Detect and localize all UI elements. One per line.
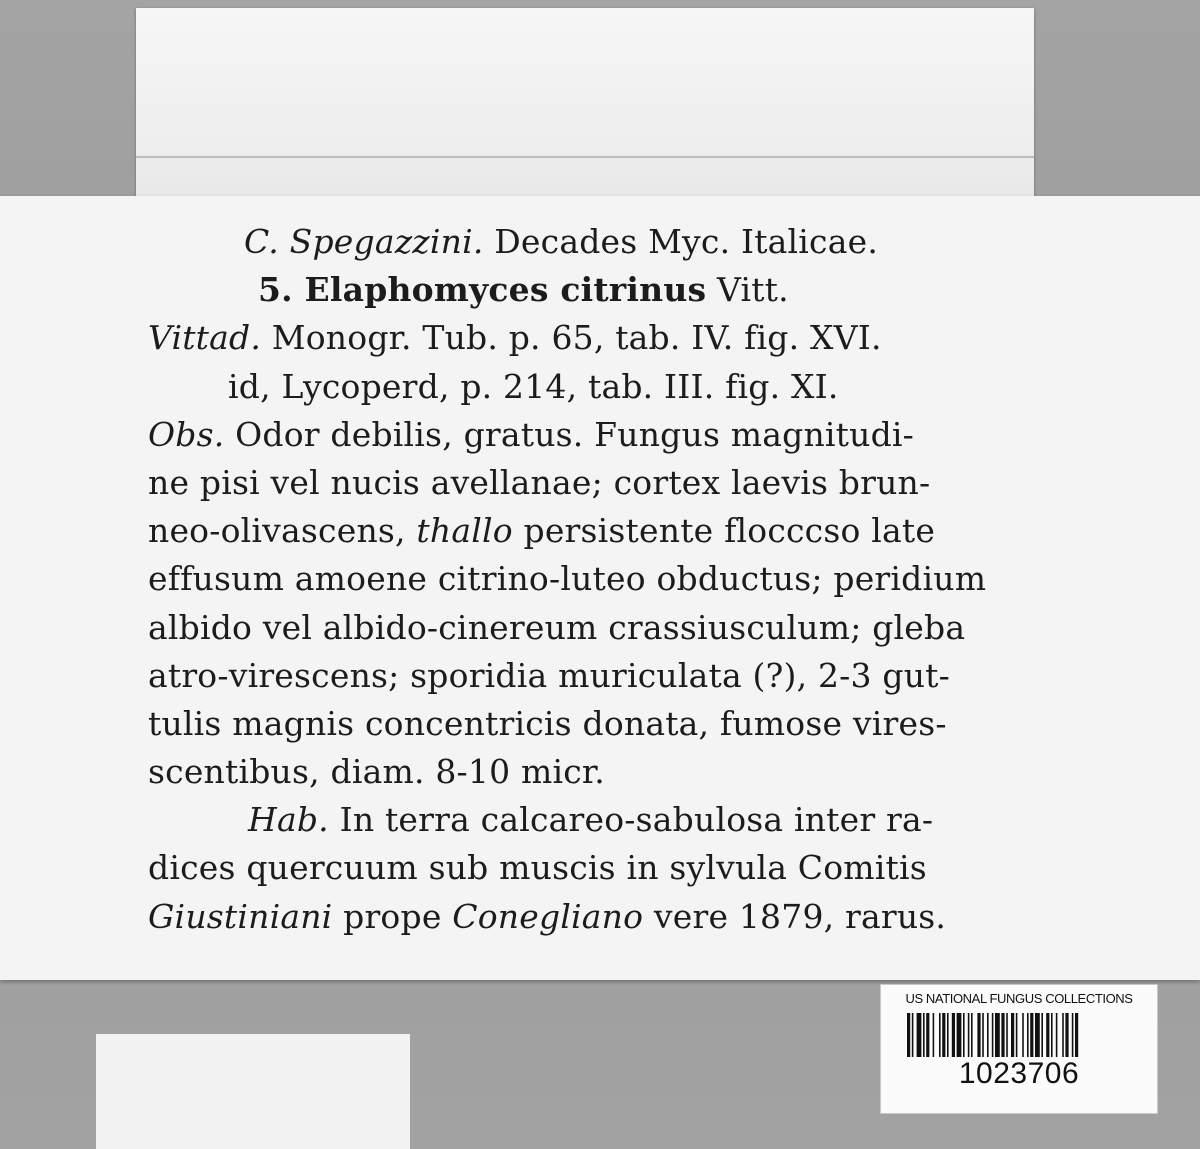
barcode-bar — [1065, 1013, 1068, 1057]
barcode-bar — [1062, 1013, 1064, 1057]
obs-text-3-italic: thallo — [416, 511, 513, 551]
label-line-2 — [148, 266, 1116, 314]
label-line-13 — [148, 796, 1116, 844]
hab-text-2: dices quercuum sub muscis in sylvula Comitis — [148, 848, 927, 888]
barcode-bar — [952, 1013, 955, 1057]
barcode-bar — [995, 1013, 1000, 1057]
obs-heading: Obs. — [148, 414, 225, 454]
label-line-9 — [148, 604, 1116, 652]
barcode-bar — [939, 1013, 941, 1057]
barcode-bar — [942, 1013, 945, 1057]
catalog-number: 1023706 — [958, 1057, 1080, 1090]
reference-2: id, Lycoperd, p. 214, tab. III. fig. XI. — [228, 366, 839, 406]
barcode-bar — [1022, 1013, 1024, 1057]
obs-text-3a: neo-olivascens, — [148, 511, 406, 551]
barcode-bar — [957, 1013, 962, 1057]
barcode-bar — [1016, 1013, 1018, 1057]
barcode-label — [880, 984, 1158, 1114]
label-line-6 — [148, 459, 1116, 507]
reference-author: Vittad. — [148, 318, 262, 358]
label-line-5 — [148, 411, 1116, 459]
barcode-bar — [987, 1013, 989, 1057]
label-line-12 — [148, 748, 1116, 796]
obs-text-1: Odor debilis, gratus. Fungus magnitudi- — [235, 414, 915, 454]
barcode-bar — [917, 1013, 922, 1057]
barcode-bar — [1035, 1013, 1040, 1057]
series-title: Decades Myc. Italicae. — [494, 222, 879, 261]
barcode-bar — [907, 1013, 910, 1057]
label-line-7 — [148, 507, 1116, 555]
label-text-block — [148, 218, 1116, 941]
barcode-bar — [947, 1013, 949, 1057]
barcode-bar — [963, 1013, 965, 1057]
hab-text-1: In terra calcareo-sabulosa inter ra- — [339, 800, 934, 840]
species-author: Vitt. — [717, 270, 789, 310]
obs-text-4: effusum amoene citrino-luteo obductus; peridium — [148, 559, 987, 599]
obs-text-2: ne pisi vel nucis avellanae; cortex laevis brun- — [148, 462, 931, 502]
hab-text-3a: prope — [343, 896, 442, 936]
collection-name: US NATIONAL FUNGUS COLLECTIONS — [905, 991, 1133, 1006]
species-name: 5. Elaphomyces citrinus — [258, 270, 707, 310]
barcode-bar — [992, 1013, 994, 1057]
barcode-bar — [1072, 1013, 1074, 1057]
barcode-bar — [968, 1013, 970, 1057]
locality-name: Giustiniani — [148, 896, 333, 936]
paper-fold-line — [136, 156, 1034, 158]
reference-1: Monogr. Tub. p. 65, tab. IV. fig. XVI. — [271, 318, 882, 358]
barcode-bar — [1075, 1013, 1078, 1057]
obs-text-3b: persistente flocccso late — [523, 511, 936, 551]
label-line-14 — [148, 844, 1116, 892]
obs-text-7: tulis magnis concentricis donata, fumose vires- — [148, 703, 947, 743]
blank-paper-patch — [96, 1034, 410, 1149]
hab-text-3b: vere 1879, rarus. — [653, 896, 947, 936]
barcode-bar — [982, 1013, 984, 1057]
obs-text-6: atro-virescens; sporidia muriculata (?), 2-3 gut- — [148, 655, 950, 695]
barcode-bar — [1011, 1013, 1014, 1057]
label-line-15 — [148, 893, 1116, 941]
barcode-bar — [971, 1013, 973, 1057]
barcode-icon — [907, 1013, 1131, 1057]
hab-heading: Hab. — [248, 800, 329, 840]
collector-name: C. Spegazzini. — [244, 222, 484, 261]
barcode-bar — [933, 1013, 935, 1057]
obs-text-5: albido vel albido-cinereum crassiusculum; gleba — [148, 607, 966, 647]
barcode-bar — [1027, 1013, 1029, 1057]
barcode-bar — [1030, 1013, 1033, 1057]
label-line-3 — [148, 314, 1116, 362]
barcode-bar — [912, 1013, 914, 1057]
label-line-11 — [148, 700, 1116, 748]
barcode-bar — [1001, 1013, 1004, 1057]
barcode-bar — [1046, 1013, 1049, 1057]
barcode-bar — [977, 1013, 980, 1057]
label-line-10 — [148, 652, 1116, 700]
barcode-bar — [1056, 1013, 1058, 1057]
obs-text-8: scentibus, diam. 8-10 micr. — [148, 752, 605, 792]
label-line-8 — [148, 555, 1116, 603]
folded-paper-strip — [136, 8, 1034, 208]
label-line-1 — [148, 218, 1116, 266]
label-line-4 — [148, 363, 1116, 411]
town-name: Conegliano — [452, 896, 644, 936]
barcode-bar — [926, 1013, 929, 1057]
barcode-bar — [1051, 1013, 1053, 1057]
barcode-bar — [923, 1013, 925, 1057]
barcode-bar — [1041, 1013, 1043, 1057]
barcode-bar — [1006, 1013, 1008, 1057]
